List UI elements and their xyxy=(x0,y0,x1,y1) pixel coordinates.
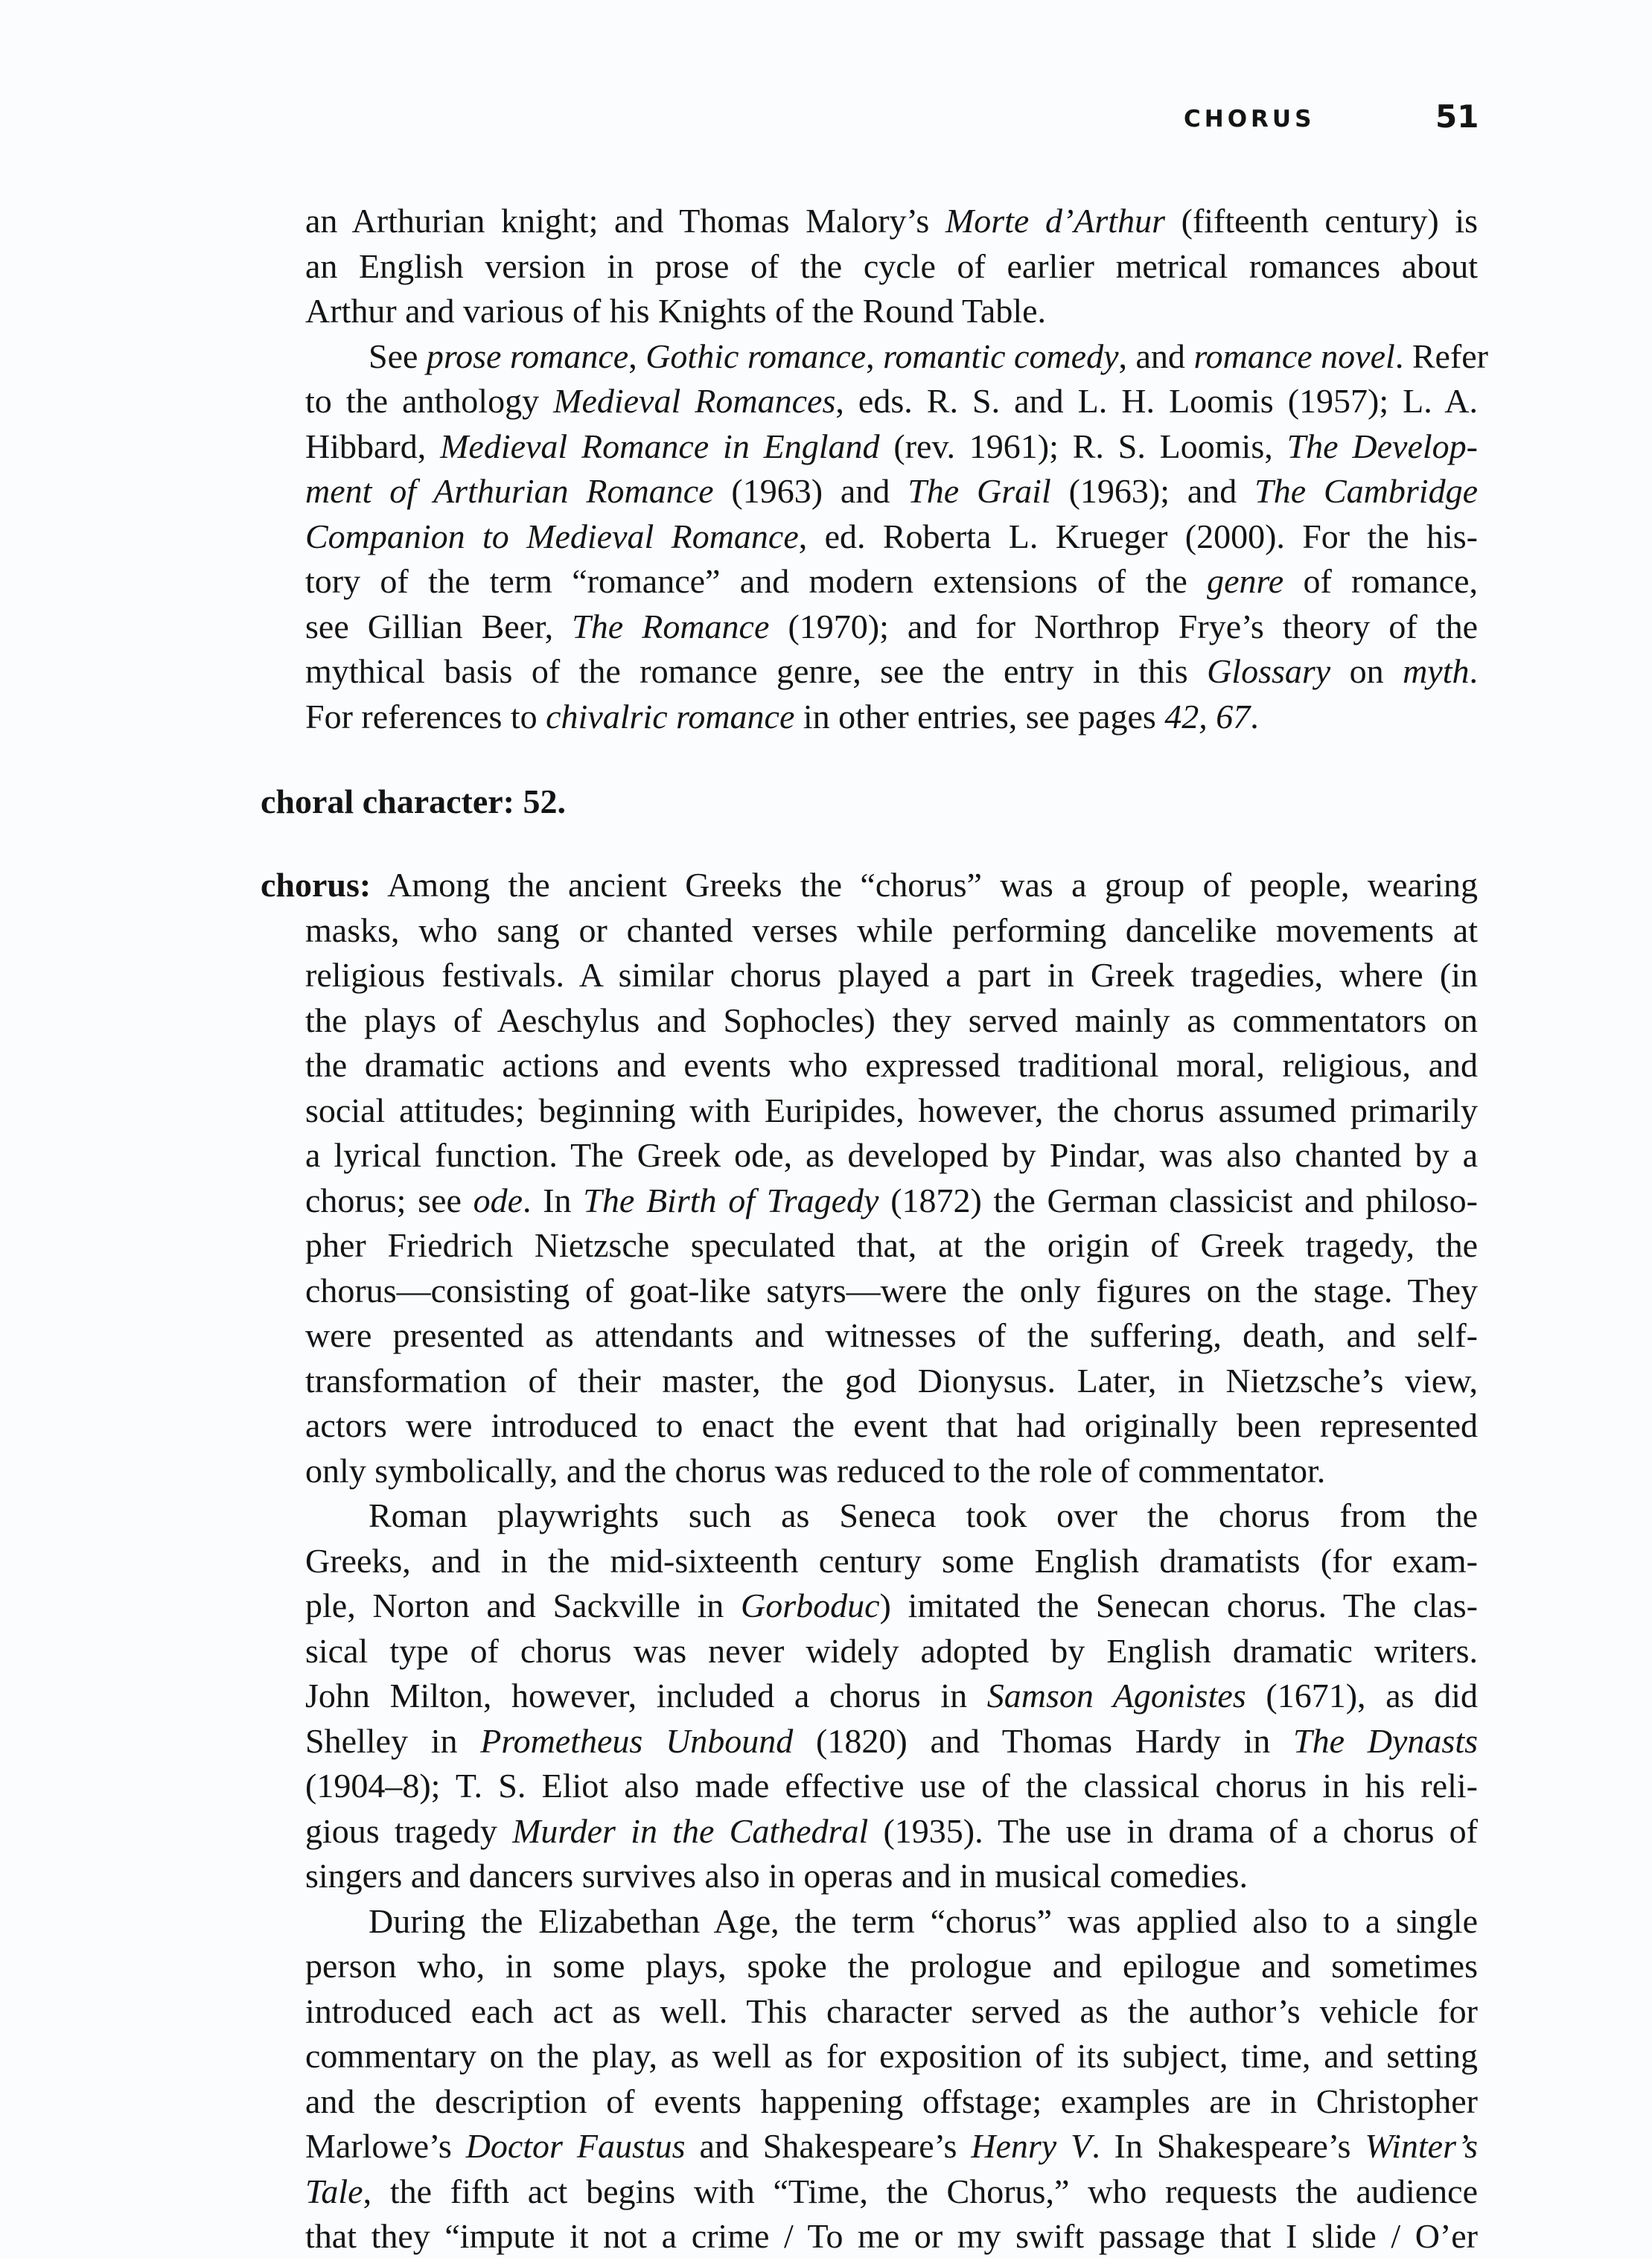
text-run: see Gillian Beer, xyxy=(305,607,573,645)
text-run: only symbolically, and the chorus was reduced to the role of commentator. xyxy=(305,1451,1326,1490)
romance-entry-line xyxy=(305,200,1478,243)
text-run: on xyxy=(1330,652,1403,690)
text-run: were presented as attendants and witnesses of the suffering, death, and self- xyxy=(305,1316,1478,1354)
chorus-entry-line xyxy=(305,1224,1478,1267)
choral-character-entry xyxy=(261,780,1478,823)
italic-title: Doctor Faustus xyxy=(465,2127,686,2165)
text-run: (1963); and xyxy=(1050,472,1255,510)
italic-title: romance novel xyxy=(1193,337,1395,375)
italic-title: Gorboduc xyxy=(740,1586,880,1624)
chorus-entry-line xyxy=(261,864,1478,907)
text-run: chorus; see xyxy=(305,1181,473,1219)
italic-title: Prometheus Unbound xyxy=(480,1721,794,1760)
romance-entry-line xyxy=(369,335,1488,378)
chorus-paragraph2-line xyxy=(305,1720,1478,1763)
text-run: (1970); and for Northrop Frye’s theory of the xyxy=(769,607,1478,645)
text-run: Marlowe’s xyxy=(305,2127,466,2165)
romance-entry-line xyxy=(305,290,1478,333)
text-run: . In xyxy=(523,1181,584,1219)
text-run: mythical basis of the romance genre, see the entry in this xyxy=(305,652,1208,690)
chorus-paragraph2-line xyxy=(305,1540,1478,1583)
chorus-paragraph3-line xyxy=(305,2035,1478,2078)
text-run: the plays of Aeschylus and Sophocles) they served mainly as commentators on xyxy=(305,1001,1478,1039)
text-run: social attitudes; beginning with Euripides, however, the chorus assumed primarily xyxy=(305,1091,1478,1129)
chorus-entry-line xyxy=(305,1269,1478,1313)
text-run: that they “impute it not a crime / To me or my swift passage that I slide / O’er xyxy=(305,2217,1478,2255)
italic-title: Medieval Romances xyxy=(553,382,836,420)
text-run: , xyxy=(866,337,884,375)
text-run: See xyxy=(369,337,427,375)
chorus-paragraph3-line xyxy=(305,2080,1478,2123)
chorus-paragraph2-line xyxy=(305,1810,1478,1853)
text-run: a lyrical function. The Greek ode, as developed by Pindar, was also chanted by a xyxy=(305,1136,1478,1174)
text-run: religious festivals. A similar chorus played a part in Greek tragedies, where (in xyxy=(305,956,1478,994)
text-run: ) imitated the Senecan chorus. The clas- xyxy=(879,1586,1478,1624)
text-run: . In Shakespeare’s xyxy=(1091,2127,1365,2165)
italic-title: prose romance xyxy=(426,337,629,375)
italic-title: 42, 67 xyxy=(1164,697,1251,736)
romance-entry-line xyxy=(305,560,1478,603)
text-run: (fifteenth century) is xyxy=(1164,202,1479,240)
chorus-paragraph3-line xyxy=(305,2125,1478,2168)
chorus-paragraph3-line xyxy=(305,1945,1478,1988)
italic-title: Companion to Medieval Romance xyxy=(305,517,799,555)
romance-entry-line xyxy=(305,650,1478,693)
text-run: , and xyxy=(1118,337,1194,375)
italic-title: The Dynasts xyxy=(1293,1721,1478,1760)
text-run: in other entries, see pages xyxy=(794,697,1165,736)
text-run: pher Friedrich Nietzsche speculated that, at the origin of Greek tragedy, the xyxy=(305,1226,1478,1264)
text-run: Arthur and various of his Knights of the Round Table. xyxy=(305,292,1047,330)
text-run: Shelley in xyxy=(305,1721,481,1760)
text-run: (1671), as did xyxy=(1246,1677,1478,1715)
text-run: John Milton, however, included a chorus in xyxy=(305,1677,987,1715)
italic-title: Medieval Romance in England xyxy=(440,427,880,465)
italic-title: ode xyxy=(473,1181,523,1219)
italic-title: Tale xyxy=(305,2172,363,2210)
romance-entry-line xyxy=(305,245,1478,288)
text-run: , eds. R. S. and L. H. Loomis (1957); L. A. xyxy=(835,382,1478,420)
text-run: ple, Norton and Sackville in xyxy=(305,1586,741,1624)
chorus-paragraph3-line xyxy=(369,1900,1478,1943)
chorus-entry-line xyxy=(305,909,1478,952)
text-run: (1935). The use in drama of a chorus of xyxy=(868,1811,1478,1850)
text-run: (1963) and xyxy=(713,472,908,510)
chorus-paragraph2-line xyxy=(305,1630,1478,1673)
italic-title: The Cambridge xyxy=(1254,472,1478,510)
text-run: (rev. 1961); R. S. Loomis, xyxy=(879,427,1287,465)
chorus-entry-line xyxy=(305,1359,1478,1403)
chorus-entry-line xyxy=(305,1314,1478,1357)
chorus-paragraph3-line xyxy=(305,2170,1478,2213)
text-run: chorus—consisting of goat-like satyrs—were the only figures on the stage. They xyxy=(305,1271,1478,1310)
italic-title: myth xyxy=(1403,652,1470,690)
chorus-paragraph2-line xyxy=(305,1584,1478,1627)
text-run: singers and dancers survives also in operas and in musical comedies. xyxy=(305,1857,1248,1895)
text-run: to the anthology xyxy=(305,382,554,420)
romance-entry-line xyxy=(305,380,1478,423)
italic-title: Gothic romance xyxy=(645,337,867,375)
italic-title: Morte d’Arthur xyxy=(945,202,1165,240)
text-run: , ed. Roberta L. Krueger (2000). For the his- xyxy=(798,517,1478,555)
text-run: During the Elizabethan Age, the term “chorus” was applied also to a single xyxy=(369,1901,1478,1940)
italic-title: The Develop- xyxy=(1286,427,1478,465)
text-run: Hibbard, xyxy=(305,427,441,465)
chorus-paragraph2-line xyxy=(305,1854,1478,1898)
text-run: tory of the term “romance” and modern extensions of the xyxy=(305,562,1208,600)
text-run: . Refer xyxy=(1394,337,1488,375)
italic-title: The Romance xyxy=(572,607,770,645)
chorus-paragraph2-line xyxy=(305,1674,1478,1718)
text-run: (1872) the German classicist and philoso- xyxy=(878,1181,1478,1219)
text-run: 52. xyxy=(514,782,567,820)
text-run: Among the ancient Greeks the “chorus” was a group of people, wearing xyxy=(371,866,1478,904)
text-run: , the fifth act begins with “Time, the Chorus,” who requests the audience xyxy=(363,2172,1478,2210)
italic-title: Glossary xyxy=(1207,652,1331,690)
chorus-entry-line xyxy=(305,1134,1478,1177)
text-run: For references to xyxy=(305,697,546,736)
romance-entry-line xyxy=(305,695,1478,739)
text-run: , xyxy=(628,337,646,375)
chorus-entry-line xyxy=(305,1179,1478,1222)
text-run: person who, in some plays, spoke the prologue and epilogue and sometimes xyxy=(305,1947,1478,1985)
text-run: (1904–8); T. S. Eliot also made effective use of the classical chorus in his reli- xyxy=(305,1767,1478,1805)
romance-entry-line xyxy=(305,605,1478,648)
text-run: introduced each act as well. This character served as the author’s vehicle for xyxy=(305,1991,1478,2030)
italic-title: chivalric romance xyxy=(546,697,795,736)
italic-title: ment of Arthurian Romance xyxy=(305,472,714,510)
chorus-entry-line xyxy=(305,1404,1478,1447)
headword-chorus: chorus: xyxy=(261,866,371,904)
text-run: . xyxy=(1469,652,1478,690)
text-run: . xyxy=(1250,697,1259,736)
text-run: commentary on the play, as well as for exposition of its subject, time, and setting xyxy=(305,2037,1478,2075)
chorus-paragraph2-line xyxy=(369,1494,1478,1537)
text-run: of romance, xyxy=(1283,562,1478,600)
chorus-entry-line xyxy=(305,999,1478,1042)
text-run: Greeks, and in the mid-sixteenth century some English dramatists (for exam- xyxy=(305,1541,1478,1580)
romance-entry-line xyxy=(305,515,1478,558)
chorus-paragraph3-line xyxy=(305,2215,1478,2258)
italic-title: romantic comedy xyxy=(883,337,1119,375)
chorus-paragraph3-line xyxy=(305,1990,1478,2033)
italic-title: The Grail xyxy=(908,472,1051,510)
italic-title: Henry V xyxy=(971,2127,1092,2165)
chorus-entry-line xyxy=(305,1089,1478,1132)
italic-title: Murder in the Cathedral xyxy=(512,1811,869,1850)
italic-title: Samson Agonistes xyxy=(986,1677,1246,1715)
romance-entry-line xyxy=(305,470,1478,513)
text-run: gious tragedy xyxy=(305,1811,513,1850)
text-run: masks, who sang or chanted verses while performing dancelike movements at xyxy=(305,910,1478,949)
headword-choral-character: choral character: xyxy=(261,782,515,820)
text-run: transformation of their master, the god Dionysus. Later, in Nietzsche’s view, xyxy=(305,1361,1478,1400)
text-run: and the description of events happening offstage; examples are in Christopher xyxy=(305,2082,1478,2120)
chorus-entry-line xyxy=(305,1044,1478,1087)
chorus-entry-line xyxy=(305,1449,1478,1493)
running-head: CHORUS xyxy=(1184,106,1315,133)
text-run: an English version in prose of the cycle of earlier metrical romances about xyxy=(305,246,1478,285)
italic-title: genre xyxy=(1207,562,1284,600)
text-run: and Shakespeare’s xyxy=(685,2127,972,2165)
text-run: an Arthurian knight; and Thomas Malory’s xyxy=(305,202,945,240)
text-run: the dramatic actions and events who expressed traditional moral, religious, and xyxy=(305,1046,1478,1084)
italic-title: Winter’s xyxy=(1365,2127,1478,2165)
text-run: (1820) and Thomas Hardy in xyxy=(793,1721,1294,1760)
chorus-entry-line xyxy=(305,954,1478,997)
italic-title: The Birth of Tragedy xyxy=(583,1181,879,1219)
romance-entry-line xyxy=(305,425,1478,468)
chorus-paragraph2-line xyxy=(305,1764,1478,1808)
text-run: actors were introduced to enact the event that had originally been represented xyxy=(305,1406,1478,1444)
page-number: 51 xyxy=(1435,98,1479,135)
text-run: Roman playwrights such as Seneca took over the chorus from the xyxy=(369,1496,1478,1534)
text-run: sical type of chorus was never widely adopted by English dramatic writers. xyxy=(305,1631,1478,1670)
